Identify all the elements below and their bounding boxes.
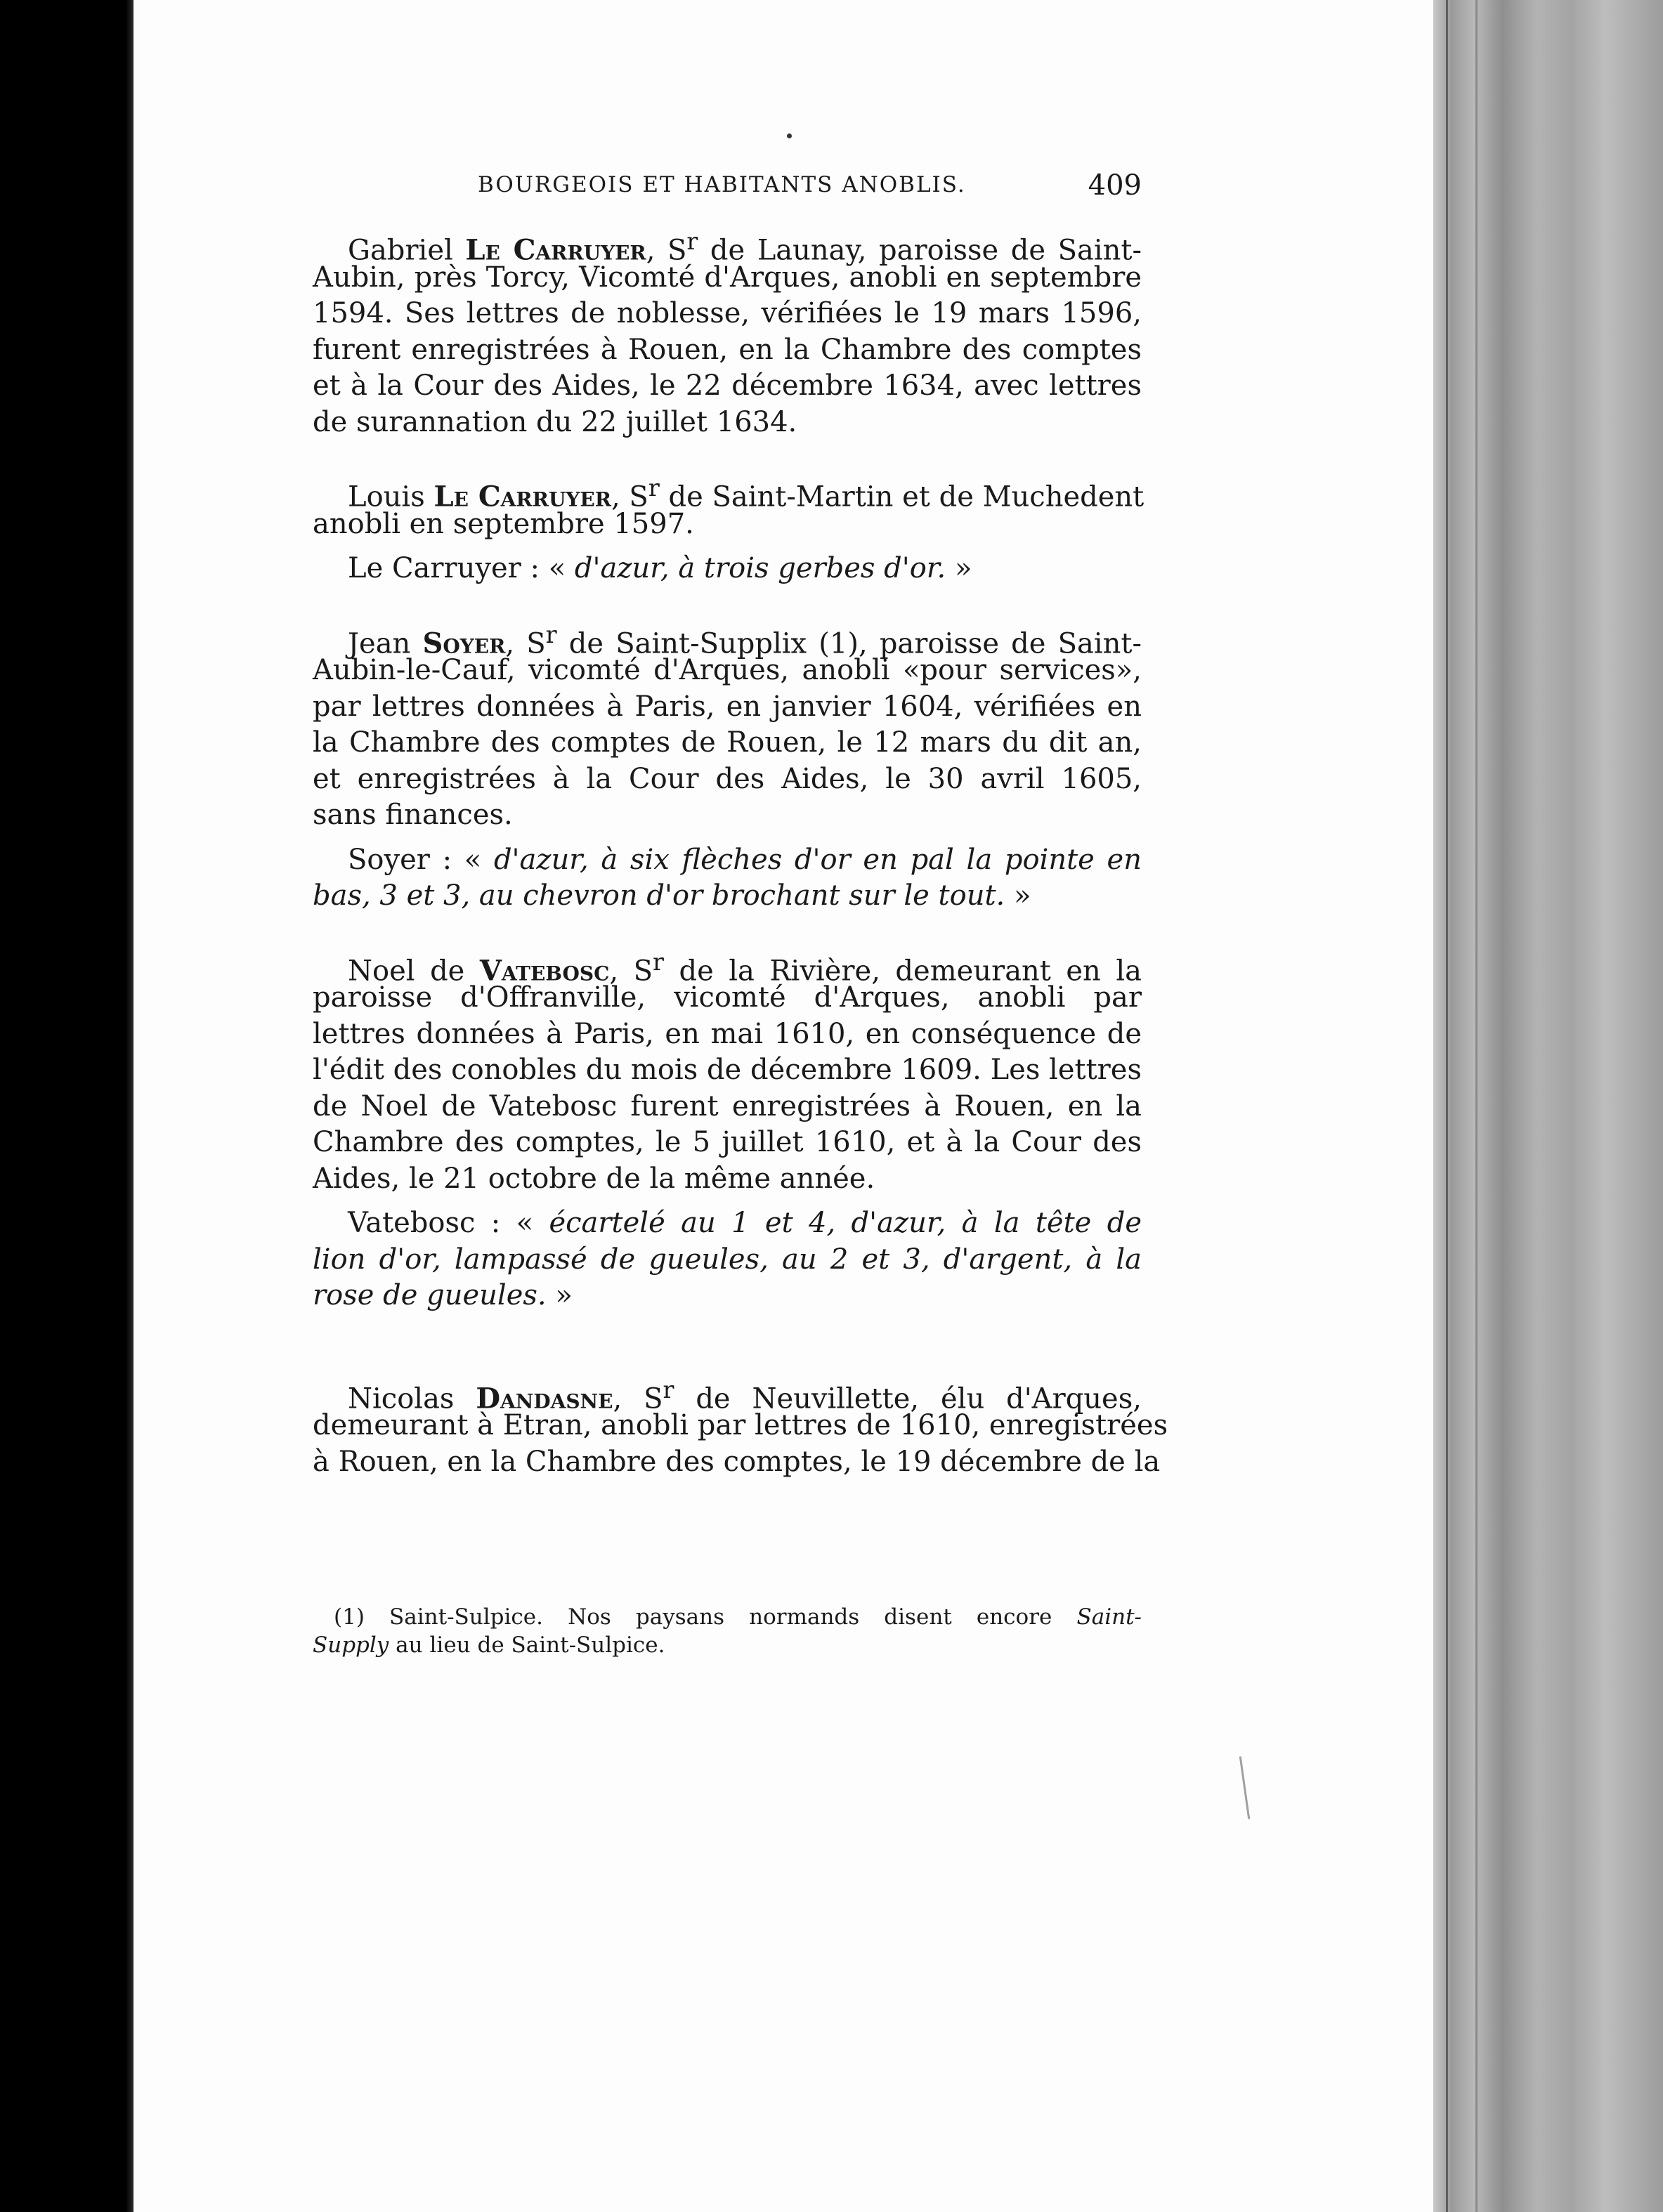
text-line: Jean Soyer, $S^r$ de Saint-Supplix (1), paroisse de Saint- [348, 620, 1142, 660]
text-line: anobli en septembre 1597. [313, 507, 694, 540]
arms-line: rose de gueules. » [313, 1279, 573, 1311]
ink-dot [787, 133, 792, 138]
text-line: par lettres données à Paris, en janvier 1604, vérifiées en [313, 690, 1142, 723]
page-edge-right [1433, 0, 1663, 2212]
text-line: et à la Cour des Aides, le 22 décembre 1634, avec lettres [313, 369, 1142, 402]
text-line: paroisse d'Offranville, vicomté d'Arques, anobli par [313, 981, 1142, 1014]
arms-line: lion d'or, lampassé de gueules, au 2 et 3, d'argent, à la [313, 1243, 1142, 1276]
text-line: 1594. Ses lettres de noblesse, vérifiées le 19 mars 1596, [313, 297, 1142, 329]
scan-border-left [0, 0, 133, 2212]
text-line: Aubin-le-Cauf, vicomté d'Arques, anobli «pour services», [313, 654, 1142, 686]
text-line: Gabriel Le Carruyer, $S^r$ de Launay, paroisse de Saint- [348, 228, 1142, 267]
text-line: à Rouen, en la Chambre des comptes, le 19 décembre de la [313, 1445, 1161, 1478]
text-line: Nicolas Dandasne, $S^r$ de Neuvillette, élu d'Arques, [348, 1375, 1142, 1415]
text-line: lettres données à Paris, en mai 1610, en conséquence de [313, 1017, 1142, 1050]
text-line: Louis Le Carruyer, $S^r$ de Saint-Martin et de Muchedent [348, 474, 1144, 513]
arms-line: Soyer : « d'azur, à six flèches d'or en pal la pointe en [348, 843, 1142, 876]
text-line: furent enregistrées à Rouen, en la Chambre des comptes [313, 333, 1142, 366]
text-line: l'édit des conobles du mois de décembre 1609. Les lettres [313, 1054, 1142, 1086]
text-line: Chambre des comptes, le 5 juillet 1610, et à la Cour des [313, 1126, 1142, 1158]
body-text [313, 223, 1168, 1480]
text-line: Noel de Vatebosc, $S^r$ de la Rivière, demeurant en la [348, 948, 1142, 987]
footnote-line: (1) Saint-Sulpice. Nos paysans normands disent encore Saint- [334, 1604, 1142, 1630]
page-number: 409 [1088, 169, 1142, 202]
text-line: Aides, le 21 octobre de la même année. [313, 1162, 875, 1195]
text-line: et enregistrées à la Cour des Aides, le 30 avril 1605, [313, 762, 1142, 795]
text-line: de Noel de Vatebosc furent enregistrées à Rouen, en la [313, 1089, 1142, 1123]
footnote [313, 1603, 1142, 1659]
arms-line: bas, 3 et 3, au chevron d'or brochant sur le tout. » [313, 879, 1031, 912]
text-line: Aubin, près Torcy, Vicomté d'Arques, anobli en septembre [313, 261, 1142, 294]
text-line: de surannation du 22 juillet 1634. [313, 405, 797, 438]
arms-line: Vatebosc : « écartelé au 1 et 4, d'azur, à la tête de [348, 1207, 1142, 1239]
text-line: sans finances. [313, 799, 513, 831]
footnote-line: Supply au lieu de Saint-Sulpice. [313, 1632, 665, 1658]
text-line: la Chambre des comptes de Rouen, le 12 mars du dit an, [313, 726, 1142, 759]
arms-line: Le Carruyer : « d'azur, à trois gerbes d'or. » [348, 552, 972, 584]
running-head [341, 169, 1142, 207]
running-head-title: BOURGEOIS ET HABITANTS ANOBLIS. [478, 172, 966, 197]
text-line: demeurant à Etran, anobli par lettres de 1610, enregistrées [313, 1409, 1168, 1441]
